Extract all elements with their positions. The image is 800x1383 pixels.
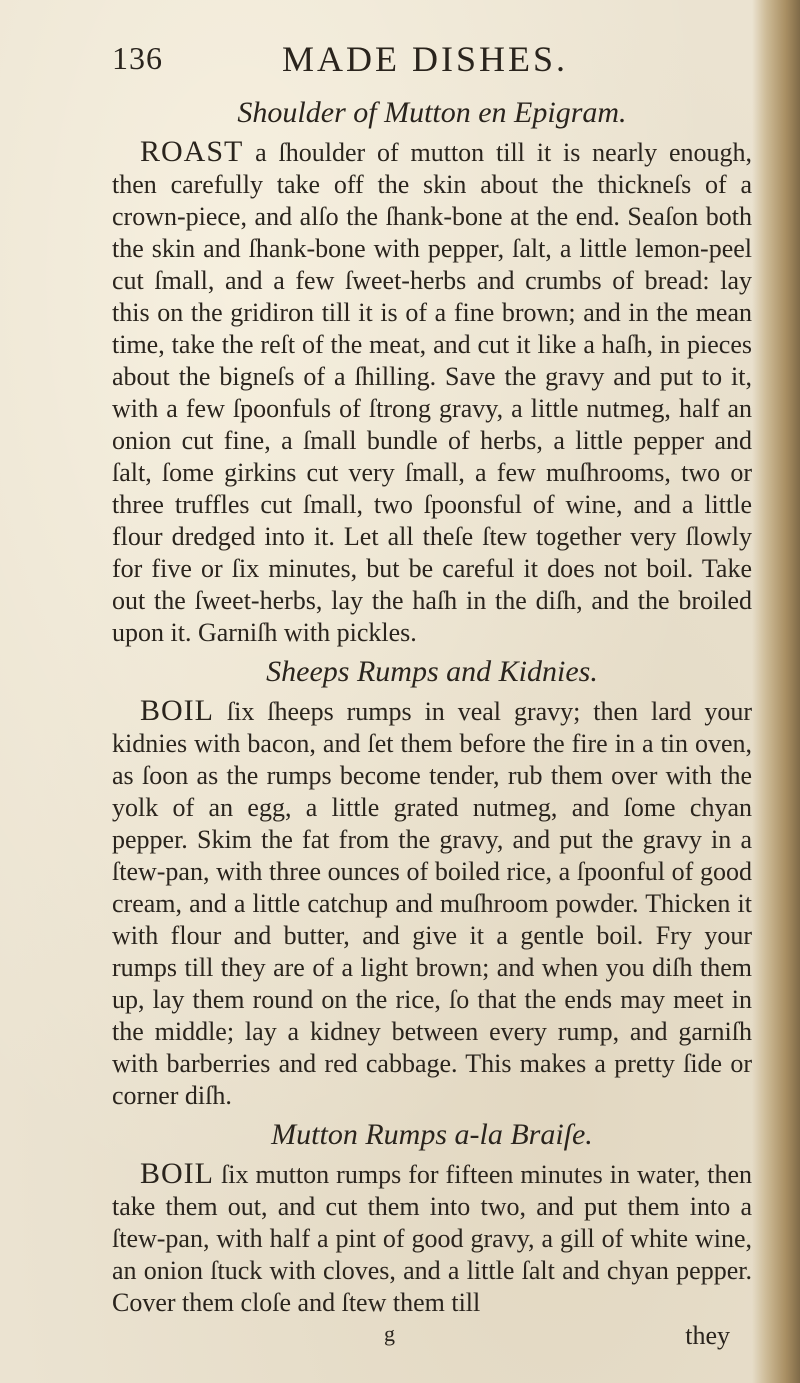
drop-word: BOIL	[140, 1157, 214, 1190]
page-number: 136	[112, 40, 163, 76]
page-header	[112, 38, 752, 94]
drop-word: BOIL	[140, 694, 214, 727]
drop-word: ROAST	[140, 135, 244, 168]
recipe-body-sheeps-rumps	[112, 695, 752, 1112]
page-content	[112, 38, 752, 1351]
recipe-text: ſix mutton rumps for fifteen minutes in water, then take them out, and cut them into two, and put them into a ſtew-pan, with half a pint of good gravy, a gill of white wine, an onion ſtuck with cloves, and a little ſalt and chyan pepper. Cover them cloſe and ſtew them till	[112, 1160, 752, 1317]
recipe-text: ſix ſheeps rumps in veal gravy; then lard your kidnies with bacon, and ſet them before the fire in a tin oven, as ſoon as the rumps become tender, rub them over with the yolk of an egg, a little grated nutmeg, and ſome chyan pepper. Skim the fat from the gravy, and put the gravy in a ſtew-pan, with three ounces of boiled rice, a ſpoonful of good cream, and a little catchup and muſhroom powder. Thicken it with flour and butter, and give it a gentle boil. Fry your rumps till they are of a light brown; and when you diſh them up, lay them round on the rice, ſo that the ends may meet in the middle; lay a kidney between every rump, and garniſh with barberries and red cabbage. This makes a pretty ſide or corner diſh.	[112, 697, 752, 1110]
recipe-title-mutton-rumps-braise: Mutton Rumps a-la Braiſe.	[271, 1118, 593, 1151]
recipe-title-shoulder-of-mutton: Shoulder of Mutton en Epigram.	[237, 96, 627, 129]
recipe-body-shoulder-of-mutton	[112, 136, 752, 649]
page-edge	[752, 0, 800, 1383]
recipe-text: a ſhoulder of mutton till it is nearly enough, then carefully take off the skin about the thickneſs of a crown-piece, and alſo the ſhank-bone at the end. Seaſon both the skin and ſhank-bone with pepper, ſalt, a little lemon-peel cut ſmall, and a few ſweet-herbs and crumbs of bread: lay this on the gridiron till it is of a fine brown; and in the mean time, take the reſt of the meat, and cut it like a haſh, in pieces about the bigneſs of a ſhilling. Save the gravy and put to it, with a few ſpoonfuls of ſtrong gravy, a little nutmeg, half an onion cut fine, a ſmall bundle of herbs, a little pepper and ſalt, ſome girkins cut very ſmall, a few muſhrooms, two or three truffles cut ſmall, two ſpoonsful of wine, and a little flour dredged into it. Let all theſe ſtew together very ſlowly for five or ſix minutes, but be careful it does not boil. Take out the ſweet-herbs, lay the haſh in the diſh, and the broiled upon it. Garniſh with pickles.	[112, 138, 752, 647]
recipe-body-mutton-rumps-braise	[112, 1158, 752, 1319]
signature-mark: g	[384, 1321, 395, 1346]
page-footer	[112, 1321, 752, 1351]
recipe-title-sheeps-rumps: Sheeps Rumps and Kidnies.	[266, 655, 598, 688]
catchword: they	[685, 1321, 730, 1350]
running-head: MADE DISHES.	[282, 39, 569, 79]
